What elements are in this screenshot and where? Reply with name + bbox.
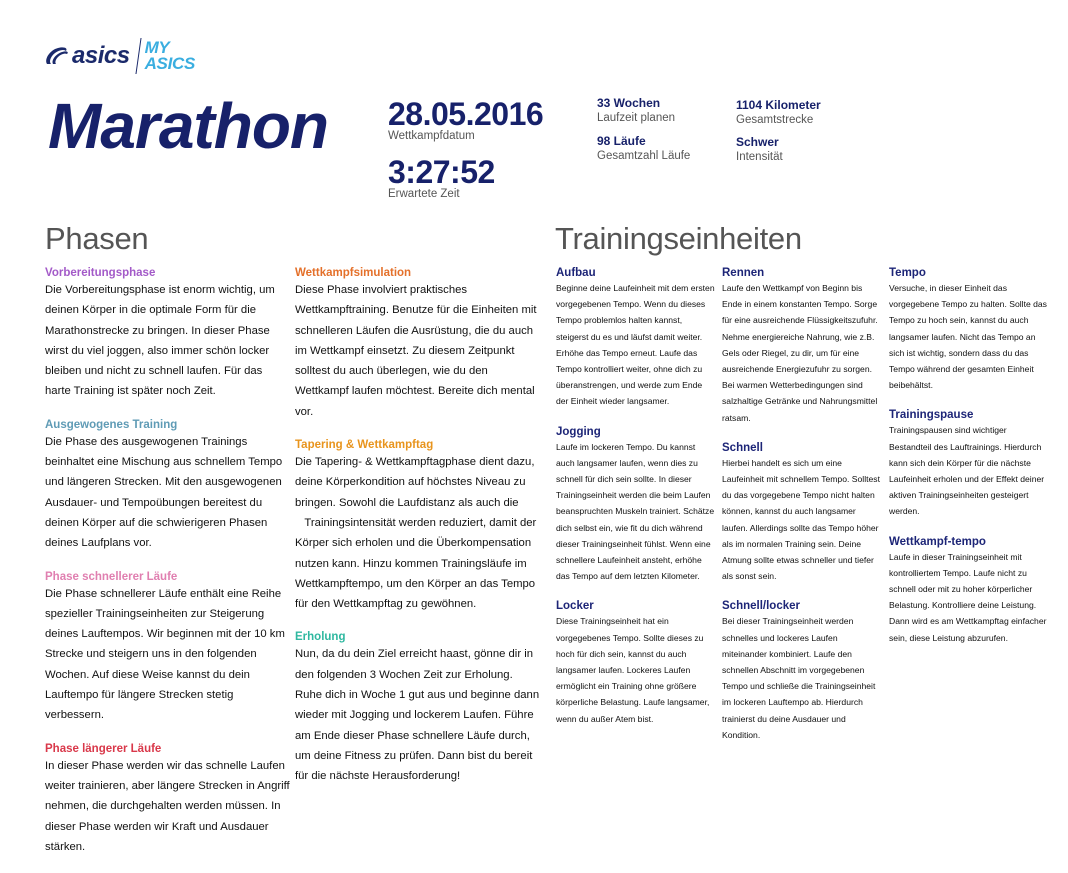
phase-item — [45, 266, 290, 402]
race-date-value: 28.05.2016 — [388, 96, 544, 132]
phase-heading: Tapering & Wettkampftag — [295, 439, 434, 452]
training-heading: Schnell — [722, 441, 763, 454]
phase-item — [295, 266, 540, 422]
distance-value: 1104 Kilometer — [736, 98, 821, 112]
phase-heading: Vorbereitungsphase — [45, 267, 156, 279]
training-column-2 — [722, 266, 882, 758]
training-item — [556, 599, 716, 726]
asics-logo — [44, 36, 195, 76]
training-item — [556, 266, 716, 410]
phase-heading: Phase schnellerer Läufe — [45, 570, 178, 583]
asics-wordmark: asics — [72, 42, 130, 69]
training-text: Versuche, in dieser Einheit das vorgegebene Tempo zu halten. Sollte das Tempo zu hoch sein, kannst du auch langsamer laufen. Nicht das Tempo an sich ist wichtig, sondern dass du das Tempo während der gesamten Einheit beibehältst. — [889, 283, 1047, 391]
training-text: Trainingspausen sind wichtiger Bestandteil des Lauftrainings. Hierdurch kann sich dein Körper für die nächste Laufeinheit erholen und der Effekt deiner aktiven Trainingseinheiten gesteigert werden. — [889, 425, 1045, 517]
training-heading: Jogging — [556, 425, 601, 438]
phases-column-1 — [45, 266, 290, 873]
phase-text: In dieser Phase werden wir das schnelle Laufen weiter trainieren, aber längere Strecken in Angriff nehmen, die durchgehalten werden müssen. In dieser Phase werden wir Kraft und Ausdauer stärken. — [45, 759, 290, 853]
distance-label: Gesamtstrecke — [736, 114, 814, 126]
training-item — [722, 266, 882, 426]
phase-text: Die Phase des ausgewogenen Trainings beinhaltet eine Mischung aus schnellem Tempo und längeren Strecken. Mit den ausgewogenen Ausdauer- und Tempoübungen bereitest du deinen Körper auf die schwierigeren Phasen deines Laufplans vor. — [45, 435, 283, 550]
page-title: Marathon — [48, 90, 328, 162]
training-heading: Tempo — [889, 267, 926, 279]
training-heading: Locker — [556, 600, 594, 613]
race-date-label: Wettkampfdatum — [388, 130, 475, 142]
phase-text: Nun, da du dein Ziel erreicht haast, gönne dir in den folgenden 3 Wochen Zeit zur Erholung. Ruhe dich in Woche 1 gut aus und beginne dann wieder mit Jogging und lockerem Laufen. Führe am Ende dieser Phase schnellere Läufe durch, um deine Fitness zu prüfen. Dann bist du bereit für die nächste Herausforderung! — [295, 648, 540, 783]
weeks-stat — [597, 96, 675, 126]
training-title: Trainingseinheiten — [555, 221, 802, 256]
intensity-label: Intensität — [736, 151, 783, 163]
phase-heading: Phase längerer Läufe — [45, 742, 162, 755]
race-date-stat — [388, 98, 543, 143]
training-item — [889, 408, 1049, 519]
phase-text: Diese Phase involviert praktisches Wettkampftraining. Benutze für die Einheiten mit schnelleren Läufen die Ausrüstung, die du auch im Wettkampf einsetzt. Zu diesem Zeitpunkt solltest du auch überlegen, wie du den Wettkampf laufen möchtest. Bereite dich mental vor. — [295, 284, 537, 418]
training-heading: Rennen — [722, 267, 765, 279]
phase-item — [295, 438, 540, 614]
intensity-value: Schwer — [736, 135, 779, 149]
phase-heading: Erholung — [295, 631, 346, 644]
expected-time-value: 3:27:52 — [388, 154, 495, 190]
phase-heading: Wettkampfsimulation — [295, 267, 412, 279]
phase-item — [45, 742, 290, 857]
runs-stat — [597, 134, 690, 164]
my-asics-logo — [145, 40, 195, 72]
my-asics-line1: MY — [144, 38, 170, 57]
training-text: Hierbei handelt es sich um eine Laufeinheit mit schnellem Tempo. Solltest du das vorgegebene Tempo nicht halten können, kannst du auch langsamer laufen. Allerdings sollte das Tempo höher als im normalen Training sein. Deine Atmung sollte etwas schneller und tiefer als sonst sein. — [722, 457, 880, 582]
training-text: Diese Trainingseinheit hat ein vorgegebenes Tempo. Sollte dieses zu hoch für dich sein, kannst du auch langsamer laufen. Lockeres Laufen ermöglicht ein Training ohne größere körperliche Belastung. Laufe langsamer, wenn du außer Atem bist. — [556, 616, 710, 724]
phase-item — [45, 570, 290, 726]
intensity-stat — [736, 135, 783, 165]
phase-text: Die Tapering- & Wettkampftagphase dient dazu, deine Körperkondition auf höchstes Niveau zu bringen. Sowohl die Laufdistanz als auch die Trainingsintensität werden reduziert, damit der Körper sich erholen und die Überkompensation nutzen kann. Hinzu kommen Trainingsläufe im Wettkampftempo, um den Körper an das Tempo für den Wettkampftag zu gewöhnen. — [295, 456, 537, 611]
phase-heading: Ausgewogenes Training — [45, 418, 178, 431]
training-item — [722, 599, 882, 743]
training-heading: Wettkampf-tempo — [889, 535, 986, 548]
training-item — [889, 535, 1049, 646]
expected-time-stat — [388, 156, 495, 201]
training-column-3 — [889, 266, 1049, 661]
training-text: Laufe den Wettkampf von Beginn bis Ende in einem konstanten Tempo. Sorge für eine ausreichende Flüssigkeitszufuhr. Nehme energiereiche Nahrung, wie z.B. Gels oder Riegel, zu dir, um für eine ausreichende Energiezufuhr zu sorgen. Bei warmen Wetterbedingungen sind salzhaltige Getränke und Nahrungsmittel ratsam. — [722, 283, 878, 423]
training-column-1 — [556, 266, 716, 742]
training-text: Beginne deine Laufeinheit mit dem ersten vorgegebenen Tempo. Wenn du dieses Tempo problemlos halten kannst, steigerst du es und läufst damit weiter. Erhöhe das Tempo erneut. Laufe das Tempo kontrolliert weiter, ohne dich zu überanstrengen, und werde zum Ende der Einheit wieder langsamer. — [556, 283, 715, 407]
phase-text: Die Phase schnellerer Läufe enthält eine Reihe spezieller Trainingseinheiten zur Steigerung deines Lauftempos. Wir beginnen mit der 10 km Strecke und steigern uns in den folgenden Wochen. Auf diese Weise kannst du dein Lauftempo für längere Strecken stetig verbessern. — [45, 587, 285, 722]
training-item — [722, 441, 882, 585]
my-asics-line2: ASICS — [144, 54, 196, 73]
training-heading: Schnell/locker — [722, 600, 800, 613]
training-item — [556, 425, 716, 585]
distance-stat — [736, 98, 821, 128]
training-heading: Trainingspause — [889, 409, 974, 422]
runs-label: Gesamtzahl Läufe — [597, 150, 691, 162]
training-text: Laufe im lockeren Tempo. Du kannst auch langsamer laufen, wenn dies zu schnell für dich sein sollte. In dieser Trainingseinheit werden die beim Laufen beanspruchten Muskeln trainiert. Schätze dich selbst ein, wie fit du dich während dieser Trainingseinheit fühlst. Wenn eine schnellere Laufeinheit ansteht, erhöhe das Tempo auf dem letzten Kilometer. — [556, 441, 715, 582]
phases-column-2 — [295, 266, 540, 803]
runs-value: 98 Läufe — [597, 134, 646, 148]
phases-title: Phasen — [45, 221, 149, 256]
expected-time-label: Erwartete Zeit — [388, 188, 460, 200]
training-text: Bei dieser Trainingseinheit werden schnelles und lockeres Laufen miteinander kombiniert. Laufe den schnellen Abschnitt im vorgegebenen Tempo und schließe die Trainingseinheit im lockeren Lauftempo ab. Hierdurch trainierst du deine Ausdauer und Kondition. — [722, 616, 876, 740]
training-text: Laufe in dieser Trainingseinheit mit kontrolliertem Tempo. Laufe nicht zu schnell oder mit zu hoher körperlicher Belastung. Kontrolliere deine Leistung. Dann wird es am Wettkampftag einfacher sein, diese Leistung abzurufen. — [889, 551, 1047, 643]
phase-text: Die Vorbereitungsphase ist enorm wichtig, um deinen Körper in die optimale Form für die Marathonstrecke zu bringen. In dieser Phase wirst du viel joggen, also immer schön locker bleiben und nicht zu schnell laufen. Für das harte Training ist später noch Zeit. — [45, 284, 275, 398]
training-item — [889, 266, 1049, 393]
logo-divider — [135, 38, 141, 74]
training-heading: Aufbau — [556, 267, 596, 279]
phase-item — [295, 630, 540, 786]
asics-stripe-icon — [44, 45, 70, 67]
phase-item — [45, 418, 290, 554]
weeks-value: 33 Wochen — [597, 96, 661, 110]
weeks-label: Laufzeit planen — [597, 112, 676, 124]
